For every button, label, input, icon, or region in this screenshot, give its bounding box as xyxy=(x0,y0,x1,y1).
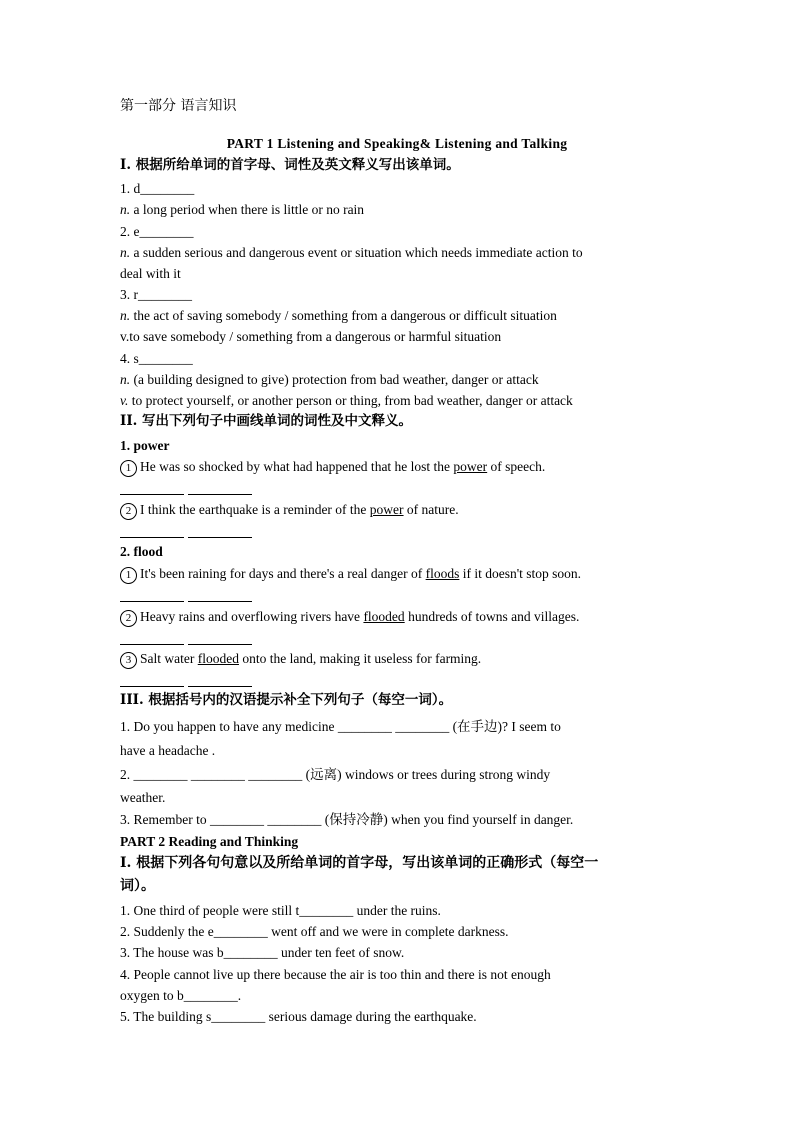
definition-text: a long period when there is little or no rain xyxy=(130,202,365,217)
part1-section3-title: III. 根据括号内的汉语提示补全下列句子（每空一词）。 xyxy=(120,692,453,708)
part1-title: PART 1 Listening and Speaking& Listening and Talking xyxy=(226,136,568,151)
part2-question5: 5. The building s________ serious damage during the earthquake. xyxy=(120,1009,477,1024)
part2-question2: 2. Suddenly the e________ went off and we were in complete darkness. xyxy=(120,924,509,939)
part1-section2-title: II. 写出下列句子中画线单词的词性及中文释义。 xyxy=(120,413,413,429)
underlined-word: floods xyxy=(425,566,460,581)
definition-text: (a building designed to give) protection from bad weather, danger or attack xyxy=(130,372,539,387)
item4-prompt: 4. s________ xyxy=(120,351,193,366)
part2-section1-title-cont: 词）。 xyxy=(120,878,155,894)
blank[interactable] xyxy=(120,644,184,645)
blank[interactable] xyxy=(120,601,184,602)
answer-blanks[interactable] xyxy=(120,478,255,496)
blank[interactable] xyxy=(188,601,252,602)
circled-number: 1 xyxy=(120,460,137,477)
flood-sentence-2: 2 Heavy rains and overflowing rivers have flooded hundreds of towns and villages. xyxy=(120,608,680,627)
underlined-word: power xyxy=(369,502,404,517)
answer-blanks[interactable] xyxy=(120,521,255,539)
answer-blanks[interactable] xyxy=(120,628,255,646)
answer-blanks[interactable] xyxy=(120,585,255,603)
blank[interactable] xyxy=(188,494,252,495)
part2-question1: 1. One third of people were still t________ under the ruins. xyxy=(120,903,441,918)
circled-number: 3 xyxy=(120,652,137,669)
power-label: 1. power xyxy=(120,438,170,453)
pos-label: n. xyxy=(120,308,131,323)
power-sentence-2: 2 I think the earthquake is a reminder of the power of nature. xyxy=(120,501,680,520)
blank[interactable] xyxy=(188,686,252,687)
item4-definition-verb xyxy=(120,392,680,409)
item3-definition-verb: v.to save somebody / something from a dangerous or harmful situation xyxy=(120,329,502,344)
sec3-question3: 3. Remember to ________ ________ (保持冷静) when you find yourself in danger. xyxy=(120,812,574,827)
part2-question3: 3. The house was b________ under ten feet of snow. xyxy=(120,945,405,960)
pos-label: n. xyxy=(120,202,131,217)
part2-question4: 4. People cannot live up there because the air is too thin and there is not enough xyxy=(120,967,551,982)
blank[interactable] xyxy=(120,494,184,495)
circled-number: 2 xyxy=(120,610,137,627)
underlined-word: power xyxy=(453,459,488,474)
blank[interactable] xyxy=(188,644,252,645)
underlined-word: flooded xyxy=(363,609,405,624)
circled-number: 1 xyxy=(120,567,137,584)
item1-prompt: 1. d________ xyxy=(120,181,195,196)
pos-label: v. xyxy=(120,393,129,408)
pos-label: n. xyxy=(120,372,131,387)
blank[interactable] xyxy=(188,537,252,538)
sec3-question2: 2. ________ ________ ________ (远离) windows or trees during strong windy xyxy=(120,767,551,782)
item4-definition xyxy=(120,371,680,388)
circled-number: 2 xyxy=(120,503,137,520)
item2-definition-cont: deal with it xyxy=(120,266,181,281)
definition-text: a sudden serious and dangerous event or situation which needs immediate action to xyxy=(130,245,583,260)
blank[interactable] xyxy=(120,686,184,687)
flood-sentence-1: 1 It's been raining for days and there's a real danger of floods if it doesn't stop soon. xyxy=(120,565,680,584)
item1-definition xyxy=(120,201,680,218)
item2-prompt: 2. e________ xyxy=(120,224,194,239)
sec3-question1: 1. Do you happen to have any medicine ________ ________ (在手边)? I seem to xyxy=(120,719,561,734)
item3-definition xyxy=(120,307,680,324)
underlined-word: flooded xyxy=(197,651,239,666)
sec3-question1-cont: have a headache . xyxy=(120,743,216,758)
item3-prompt: 3. r________ xyxy=(120,287,192,302)
flood-sentence-3: 3 Salt water flooded onto the land, making it useless for farming. xyxy=(120,650,680,669)
definition-text: to protect yourself, or another person or thing, from bad weather, danger or attack xyxy=(128,393,573,408)
power-sentence-1: 1 He was so shocked by what had happened that he lost the power of speech. xyxy=(120,458,680,477)
sec3-question2-cont: weather. xyxy=(120,790,166,805)
doc-title: 第一部分 语言知识 xyxy=(120,98,237,114)
part1-section1-title: I. 根据所给单词的首字母、词性及英文释义写出该单词。 xyxy=(120,157,460,173)
definition-text: the act of saving somebody / something from a dangerous or difficult situation xyxy=(130,308,557,323)
blank[interactable] xyxy=(120,537,184,538)
flood-label: 2. flood xyxy=(120,544,163,559)
part2-section1-title: I. 根据下列各句句意以及所给单词的首字母，写出该单词的正确形式（每空一 xyxy=(120,855,599,871)
part2-question4-cont: oxygen to b________. xyxy=(120,988,242,1003)
part2-title: PART 2 Reading and Thinking xyxy=(120,834,299,849)
pos-label: n. xyxy=(120,245,131,260)
item2-definition xyxy=(120,244,680,261)
answer-blanks[interactable] xyxy=(120,670,255,688)
